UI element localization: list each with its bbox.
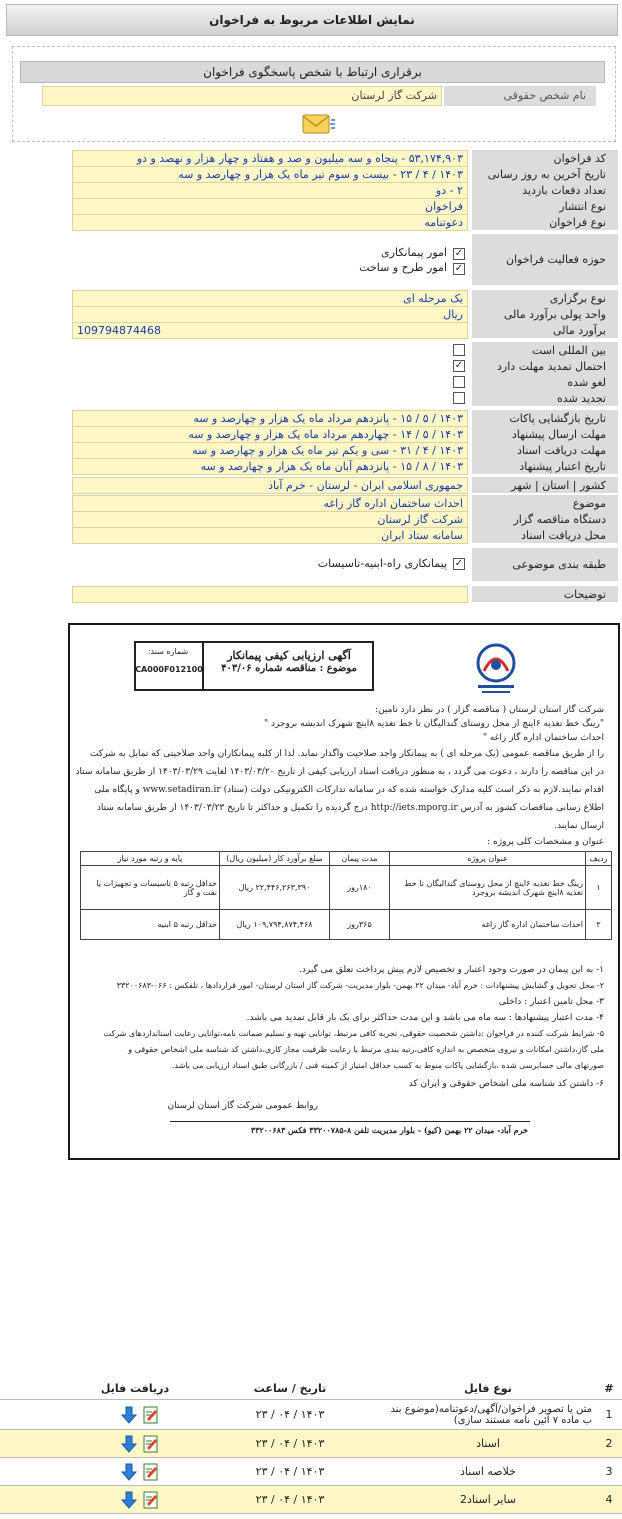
notice-note: ۳- محل تامین اعتبار : داخلی: [498, 997, 604, 1007]
validity-label: تاریخ اعتبار پیشنهاد: [472, 458, 618, 475]
visits-label: تعداد دفعات بازدید: [472, 182, 618, 199]
desc-value: [72, 586, 468, 603]
file-type: خلاصه اسناد: [460, 1465, 516, 1478]
open-label: تاریخ بازگشایی پاکات: [472, 410, 618, 427]
notice-note: ۴- مدت اعتبار پیشنهادها : سه ماه می باشد و این مدت حداکثر برای یک بار قابل تمدید می باشد.: [246, 1013, 604, 1023]
edit-document-icon[interactable]: [142, 1491, 160, 1509]
recv-value: سامانه ستاد ایران: [72, 527, 468, 544]
notice-number-label: شماره سند:: [134, 641, 204, 691]
canceled-label: لغو شده: [472, 374, 618, 391]
file-download-cell: [110, 1486, 170, 1513]
notice-number-value: CA000F012100: [135, 665, 203, 674]
file-download-cell: [110, 1458, 170, 1485]
edit-document-icon[interactable]: [142, 1406, 160, 1424]
notice-cell: ۱: [586, 866, 612, 910]
file-type: اسناد: [476, 1437, 500, 1450]
file-date: ۱۴۰۳ / ۰۴ / ۲۳: [255, 1493, 325, 1506]
contact-title: برقراری ارتباط با شخص پاسخگوی فراخوان: [20, 61, 605, 83]
subject-label: موضوع: [472, 495, 618, 512]
holding-value: یک مرحله ای: [72, 290, 468, 307]
file-download-cell: [110, 1400, 170, 1429]
notice-signature: روابط عمومی شرکت گاز استان لرستان: [167, 1101, 318, 1111]
submit-label: مهلت ارسال پیشنهاد: [472, 426, 618, 443]
notice-line: ارسال نمایند.: [554, 821, 604, 831]
update-value: ۱۴۰۳ / ۴ / ۲۳ - بیست و سوم تیر ماه یک هزار و چهارصد و سه: [72, 166, 468, 183]
file-date: ۱۴۰۳ / ۰۴ / ۲۳: [255, 1408, 325, 1421]
location-value: جمهوری اسلامی ایران - لرستان - خرم آباد: [72, 477, 468, 494]
org-label: دستگاه مناقصه گزار: [472, 511, 618, 528]
notice-footer: خرم آباد- میدان ۲۲ بهمن (کیو) - بلوار مدیریت تلفن ۸-۳۳۲۰۰۷۸۵ فکس ۳۳۲۰۰۶۸۳: [250, 1125, 528, 1135]
file-type: متن یا تصویر فراخوان/آگهی/دعوتنامه(موضوع بند ب ماده ۷ آئین نامه مستند سازی): [390, 1403, 592, 1426]
activity-1-label: امور پیمانکاری: [381, 246, 447, 259]
download-arrow-icon[interactable]: [120, 1435, 138, 1453]
canceled-checkbox[interactable]: [453, 376, 465, 388]
org-value: شرکت گاز لرستان: [72, 511, 468, 528]
docs-value: ۱۴۰۳ / ۴ / ۳۱ - سی و یکم تیر ماه یک هزار و چهارصد و سه: [72, 442, 468, 459]
visits-value: ۲ - دو: [72, 182, 468, 199]
notice-col-header: مدت پیمان: [330, 852, 390, 866]
file-num: 1: [605, 1408, 613, 1421]
notice-title: آگهی ارزیابی کیفی پیمانکار: [227, 649, 351, 662]
file-row: [0, 1486, 622, 1514]
subject-value: احداث ساختمان اداره گاز زاغه: [72, 495, 468, 512]
notice-note: ملی گاز،داشتن امکانات و نیروی متخصص به اندازه کافی،رتبه بندی مرتبط با رعایت ظرفیت مجاز کاری،داشتن کد شناسه ملی اشخاص حقوقی و: [128, 1045, 604, 1054]
activity-label: حوزه فعالیت فراخوان: [472, 234, 618, 286]
category-checkbox[interactable]: ✓: [454, 558, 464, 569]
location-label: کشور | استان | شهر: [472, 477, 618, 494]
notice-image: [68, 623, 620, 1160]
notice-line: شرکت گاز استان لرستان ( مناقصه گزار ) در نظر دارد تامین:: [375, 705, 604, 715]
pubtype-value: فراخوان: [72, 198, 468, 215]
legal-entity-value: شرکت گاز لرستان: [42, 86, 442, 106]
notice-line: احداث ساختمان اداره گاز زاغه ": [482, 733, 604, 743]
notice-line: "رینگ خط تغذیه ۶اینچ از محل روستای گندالیگان تا خط تغذیه ۸اینچ شهرک اندیشه بروجرد ": [263, 719, 604, 729]
files-col-num: #: [604, 1382, 614, 1395]
notice-line: در این مناقصه را دارند ، دعوت می گردد ، به منظور دریافت اسناد ارزیابی کیفی از تاریخ ۱۴۰۳/۰۳/۲۰ لغایت ۱۴۰۳/۰۳/۲۹ از طریق سامانه ستاد: [75, 767, 604, 777]
notice-col-header: عنوان پروژه: [390, 852, 586, 866]
notice-cell: رینگ خط تغذیه ۶اینچ از محل روستای گندالیگان تا خط تغذیه ۸اینچ شهرک اندیشه بروجرد: [390, 866, 586, 910]
notice-note: ۱- به این پیمان در صورت وجود اعتبار و تخصیص لازم پیش پرداخت تعلق می گیرد.: [298, 965, 604, 975]
notice-line: اقدام نمایند.لازم به ذکر است کلیه مدارک خواسته شده که در سامانه تدارکات الکترونیکی دولت (ستاد) www.setadiran.ir و پایگاه ملی: [94, 785, 604, 795]
notice-project-table: [80, 851, 612, 940]
calltype-value: دعوتنامه: [72, 214, 468, 231]
notice-cell: ۱۰۹,۷۹۴,۸۷۴,۴۶۸ ریال: [220, 910, 330, 940]
notice-note: ۶- داشتن کد شناسه ملی اشخاص حقوقی و ایران کد: [408, 1079, 604, 1089]
code-value: ۵۳,۱۷۴,۹۰۳ - پنجاه و سه میلیون و صد و هفتاد و چهار هزار و نهصد و دو: [72, 150, 468, 167]
notice-note: ۲- محل تحویل و گشایش پیشنهادات : خرم آباد- میدان ۲۲ بهمن- بلوار مدیریت- شرکت گاز استان لرستان- امور قراردادها ، تلفکس : ۰۶۶-۳۳۲۰۰۶۸۳: [116, 981, 604, 990]
notice-cell: ۲: [586, 910, 612, 940]
file-date: ۱۴۰۳ / ۰۴ / ۲۳: [255, 1437, 325, 1450]
file-num: 3: [605, 1465, 613, 1478]
legal-entity-label: نام شخص حقوقی: [444, 86, 596, 106]
estimate-value: 109794874468: [72, 322, 468, 339]
pubtype-label: نوع انتشار: [472, 198, 618, 215]
file-download-cell: [110, 1430, 170, 1457]
notice-line: عنوان و مشخصات کلی پروژه :: [487, 837, 604, 847]
email-icon[interactable]: [300, 112, 336, 136]
download-arrow-icon[interactable]: [120, 1491, 138, 1509]
renewed-label: تجدید شده: [472, 390, 618, 407]
currency-value: ریال: [72, 306, 468, 323]
file-date: ۱۴۰۳ / ۰۴ / ۲۳: [255, 1465, 325, 1478]
notice-note: صورتهای مالی حسابرسی شده ،بازگشایی پاکات منوط به کسب حداقل امتیاز از کمیته فنی / بازرگانی طبق اسناد ارزیابی می باشد.: [171, 1061, 604, 1070]
update-label: تاریخ آخرین به روز رسانی: [472, 166, 618, 183]
notice-line: را از طریق مناقصه عمومی (یک مرحله ای ) به پیمانکار واجد صلاحیت واگذار نماید. لذا از کلیه پیمانکاران واجد صلاحیتی که تمایل به شرکت: [89, 749, 604, 759]
files-table-header: [0, 1378, 622, 1400]
category-value: پیمانکاری راه-ابنیه-تاسیسات: [317, 557, 447, 570]
holding-label: نوع برگزاری: [472, 290, 618, 307]
file-row: [0, 1400, 622, 1430]
file-num: 4: [605, 1493, 613, 1506]
category-label: طبقه بندی موضوعی: [472, 548, 618, 582]
files-col-download: دریافت فایل: [100, 1382, 170, 1395]
renewed-checkbox[interactable]: [453, 392, 465, 404]
notice-col-header: مبلغ برآورد کار (میلیون ریال): [220, 852, 330, 866]
notice-cell: ۱۸۰روز: [330, 866, 390, 910]
extend-label: احتمال تمدید مهلت دارد: [472, 358, 618, 375]
notice-col-header: پایه و رتبه مورد نیاز: [81, 852, 220, 866]
notice-cell: حداقل رتبه ۵ تاسیسات و تجهیزات یا نفت و گاز: [81, 866, 220, 910]
file-row: [0, 1458, 622, 1486]
download-arrow-icon[interactable]: [120, 1406, 138, 1424]
edit-document-icon[interactable]: [142, 1463, 160, 1481]
notice-cell: ۳۶۵روز: [330, 910, 390, 940]
calltype-label: نوع فراخوان: [472, 214, 618, 231]
page-title: نمایش اطلاعات مربوط به فراخوان: [6, 4, 618, 36]
files-col-type: نوع فایل: [464, 1382, 512, 1395]
notice-line: اطلاع رسانی مناقصات کشور به آدرس http://iets.mporg.ir درج گردیده را تکمیل و حداکثر تا تاریخ ۱۴۰۳/۰۳/۲۳ از طریق سامانه ستاد: [96, 803, 604, 813]
intl-label: بین المللی است: [472, 342, 618, 359]
notice-cell: احداث ساختمان اداره گاز زاغه: [390, 910, 586, 940]
open-value: ۱۴۰۳ / ۵ / ۱۵ - پانزدهم مرداد ماه یک هزار و چهارصد و سه: [72, 410, 468, 427]
download-arrow-icon[interactable]: [120, 1463, 138, 1481]
activity-1-checkbox[interactable]: ✓: [454, 248, 464, 259]
currency-label: واحد پولی برآورد مالی: [472, 306, 618, 323]
notice-col-header: ردیف: [586, 852, 612, 866]
file-type: سایر اسناد2: [459, 1493, 517, 1506]
notice-subject-line: موضوع : مناقصه شماره ۴۰۳/۰۶: [221, 663, 357, 674]
edit-document-icon[interactable]: [142, 1435, 160, 1453]
notice-cell: ۲۲,۴۴۶,۲۶۳,۳۹۰ ریال: [220, 866, 330, 910]
validity-value: ۱۴۰۳ / ۸ / ۱۵ - پانزدهم آبان ماه یک هزار و چهارصد و سه: [72, 458, 468, 475]
docs-label: مهلت دریافت اسناد: [472, 442, 618, 459]
extend-checkbox[interactable]: ✓: [454, 360, 464, 371]
activity-2-label: امور طرح و ساخت: [359, 261, 447, 274]
files-col-date: تاریخ / ساعت: [253, 1382, 327, 1395]
notice-divider: [170, 1121, 530, 1122]
file-row: [0, 1430, 622, 1458]
submit-value: ۱۴۰۳ / ۵ / ۱۴ - چهاردهم مرداد ماه یک هزار و چهارصد و سه: [72, 426, 468, 443]
notice-note: ۵- شرایط شرکت کننده در فراخوان :داشتن شخصیت حقوقی، تجربه کافی مرتبط، توانایی تهیه و تسلیم ضمانت نامه،توانایی رعایت استانداردهای شرکت: [103, 1029, 604, 1038]
intl-checkbox[interactable]: [453, 344, 465, 356]
activity-2-checkbox[interactable]: ✓: [454, 263, 464, 274]
recv-label: محل دریافت اسناد: [472, 527, 618, 544]
file-num: 2: [605, 1437, 613, 1450]
code-label: کد فراخوان: [472, 150, 618, 167]
estimate-label: برآورد مالی: [472, 322, 618, 339]
nigc-logo-icon: [466, 641, 526, 697]
notice-cell: حداقل رتبه ۵ ابنیه: [81, 910, 220, 940]
desc-label: توضیحات: [472, 586, 618, 603]
